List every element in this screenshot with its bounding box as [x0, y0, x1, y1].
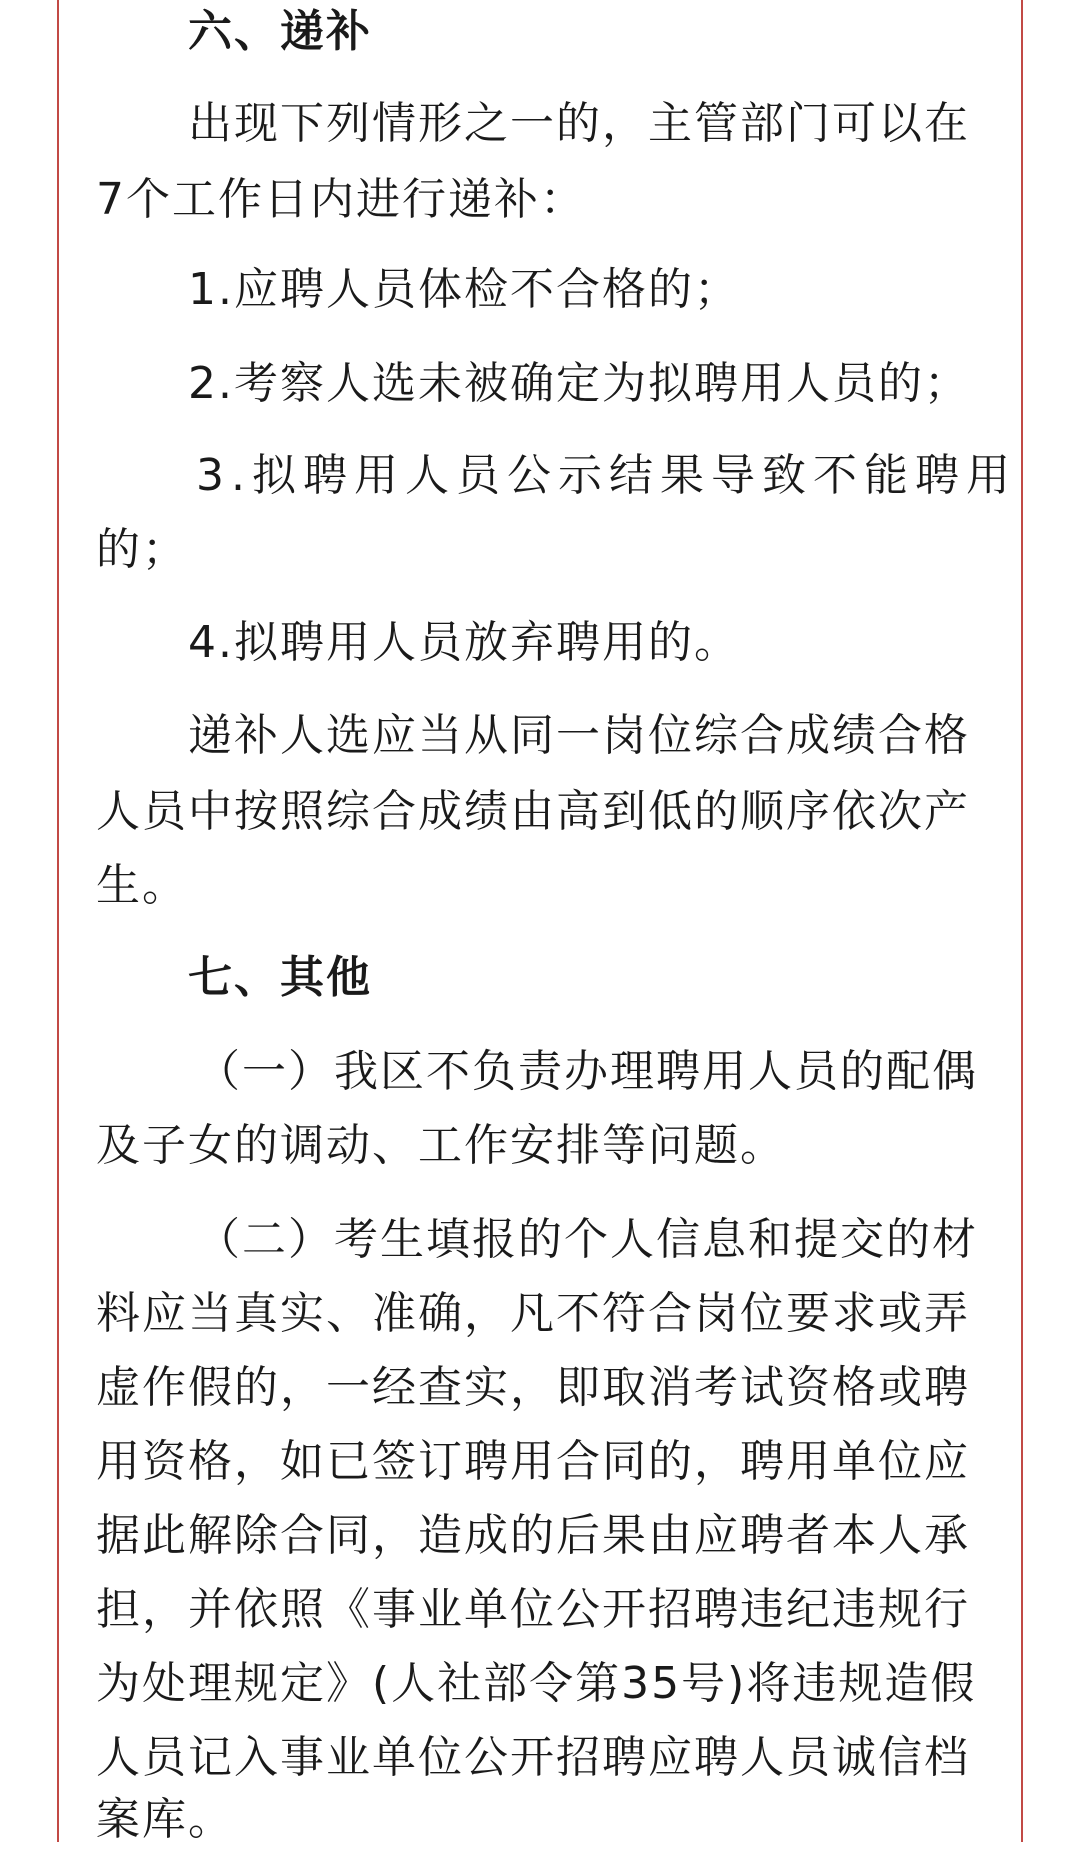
left-red-border [57, 0, 59, 1842]
section-7-p2-line-2: 料应当真实、准确，凡不符合岗位要求或弄 [96, 1288, 970, 1339]
section-7-p2-line-1: （二）考生填报的个人信息和提交的材 [196, 1214, 978, 1265]
section-7-p2-line-8: 人员记入事业单位公开招聘应聘人员诚信档 [96, 1732, 970, 1783]
section-6-rule-line-1: 递补人选应当从同一岗位综合成绩合格 [188, 710, 970, 761]
section-6-item-3-line-2: 的； [96, 524, 188, 575]
section-6-rule-line-2: 人员中按照综合成绩由高到低的顺序依次产 [96, 786, 970, 837]
section-6-item-3-line-1: 3.拟聘用人员公示结果导致不能聘用 [196, 450, 1017, 501]
section-7-p2-line-9: 案库。 [96, 1794, 234, 1845]
section-6-intro-line-2: 7个工作日内进行递补： [96, 174, 586, 225]
section-6-item-2: 2.考察人选未被确定为拟聘用人员的； [188, 358, 970, 409]
section-6-rule-line-3: 生。 [96, 860, 188, 911]
section-6-heading: 六、递补 [188, 6, 372, 57]
section-7-heading: 七、其他 [188, 952, 372, 1003]
section-7-p2-line-5: 据此解除合同，造成的后果由应聘者本人承 [96, 1510, 970, 1561]
right-red-border [1021, 0, 1023, 1842]
section-7-p2-line-4: 用资格，如已签订聘用合同的，聘用单位应 [96, 1436, 970, 1487]
section-7-p2-line-6: 担，并依照《事业单位公开招聘违纪违规行 [96, 1584, 970, 1635]
section-7-p2-line-7: 为处理规定》(人社部令第35号)将违规造假 [96, 1658, 977, 1709]
section-6-item-4: 4.拟聘用人员放弃聘用的。 [188, 617, 740, 668]
section-6-item-1: 1.应聘人员体检不合格的； [188, 264, 740, 315]
section-7-p1-line-2: 及子女的调动、工作安排等问题。 [96, 1120, 786, 1171]
section-6-intro-line-1: 出现下列情形之一的，主管部门可以在 [188, 98, 970, 149]
section-7-p2-line-3: 虚作假的，一经查实，即取消考试资格或聘 [96, 1362, 970, 1413]
section-7-p1-line-1: （一）我区不负责办理聘用人员的配偶 [196, 1046, 978, 1097]
